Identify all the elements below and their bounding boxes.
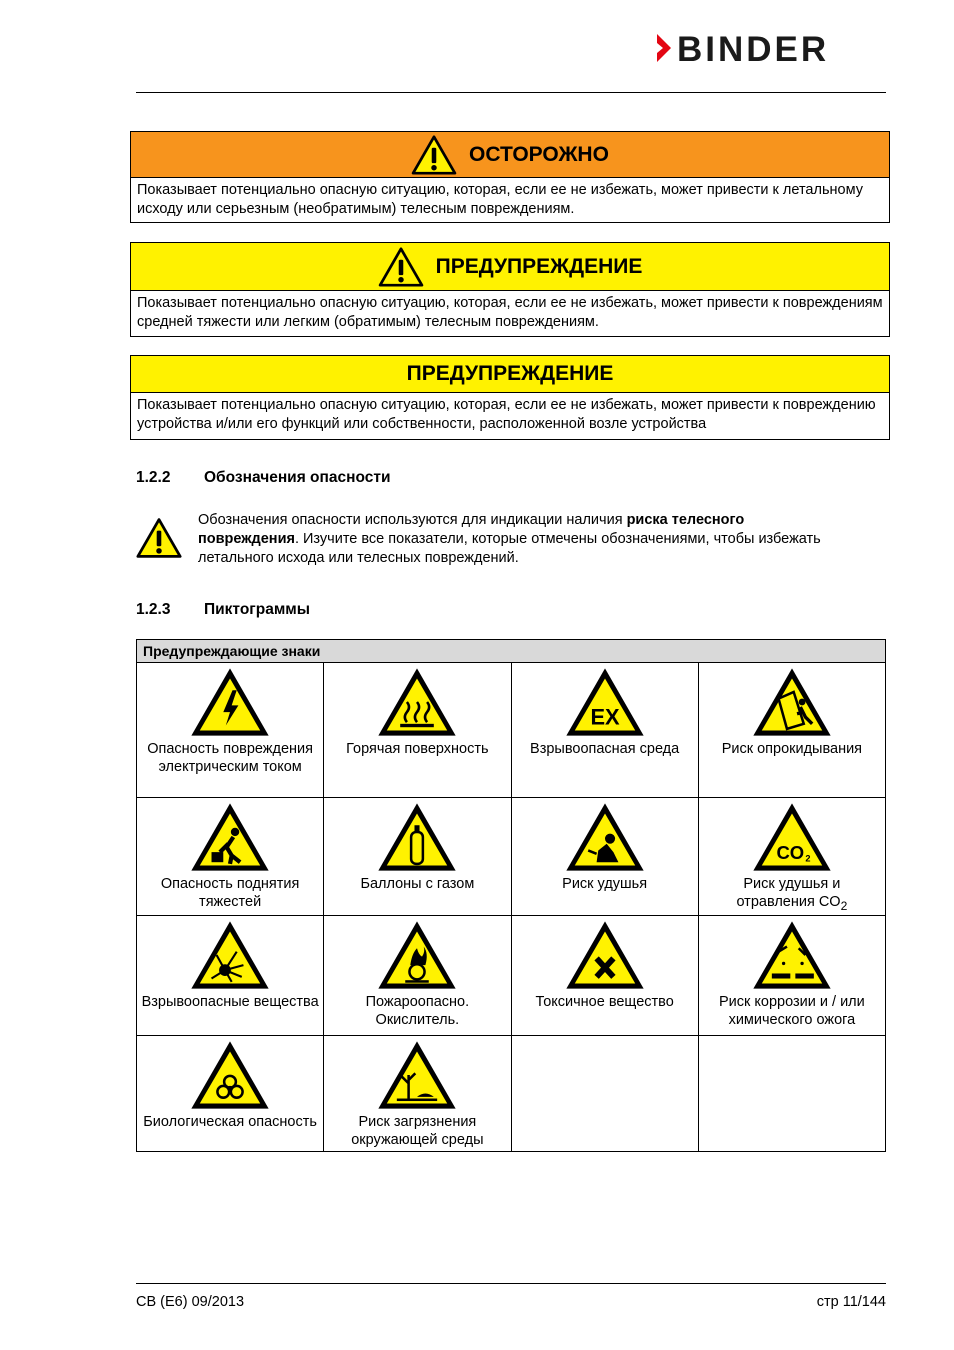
explosive-substances-icon [188,918,272,992]
pictogram-cell: Риск загрязнения окружающей среды [324,1035,511,1151]
warning-signs-table [136,639,886,1152]
section-heading-1-2-3: 1.2.3 Пиктограммы [136,601,310,618]
pictogram-cell: Взрывоопасные вещества [137,915,324,1035]
svg-text:EX: EX [590,704,620,730]
pictogram-cell: Биологическая опасность [137,1035,324,1151]
table-header: Предупреждающие знаки [137,640,886,663]
pictogram-cell: Риск коррозии и / или химического ожога [698,915,885,1035]
pictogram-cell: Опасность поднятия тяжестей [137,798,324,916]
empty-cell [698,1035,885,1151]
section-heading-1-2-2: 1.2.2 Обозначения опасности [136,469,391,486]
pictogram-cell: Пожароопасно. Окислитель. [324,915,511,1035]
empty-cell [511,1035,698,1151]
environment-icon [375,1038,459,1112]
pictogram-cell: Баллоны с газом [324,798,511,916]
svg-text:BINDER: BINDER [677,30,830,66]
toxic-icon [563,918,647,992]
oxidizer-icon [375,918,459,992]
notice-box [130,355,890,440]
warning-text: Показывает потенциально опасную ситуацию, которая, если ее не избежать, может привести к повреждениям средней тяжести или легким (обратимым) телесным повреждениям. [137,295,883,330]
pictogram-cell: Токсичное вещество [511,915,698,1035]
binder-logo [655,30,887,66]
svg-text:CO: CO [776,841,805,863]
warning-triangle-icon [411,135,457,175]
hot-surface-icon [375,665,459,739]
notice-text: Показывает потенциально опасную ситуацию, которая, если ее не избежать, может привести к повреждению устройства и/или его функций или собственности, расположенной возле устройства [137,397,876,432]
explosive-atmosphere-icon [563,665,647,739]
notice-title: ПРЕДУПРЕЖДЕНИЕ [406,362,614,385]
warning-triangle-icon [378,247,424,287]
pictogram-cell: EX Взрывоопасная среда [511,663,698,798]
pictogram-cell: Риск опрокидывания [698,663,885,798]
document-code: CB (E6) 09/2013 [136,1294,245,1310]
caution-text: Показывает потенциально опасную ситуацию, которая, если ее не избежать, может привести к летальному исходу или серьезным (необратимым) телесным повреждениям. [137,182,863,217]
page-number: стр 11/144 [816,1294,886,1310]
caution-title: ОСТОРОЖНО [469,142,609,166]
biohazard-icon [188,1038,272,1112]
pictogram-cell: CO 2 Риск удушья и отравления $CO_2$ [698,798,885,916]
footer-divider [136,1283,886,1284]
warning-title: ПРЕДУПРЕЖДЕНИЕ [435,254,643,278]
header-divider [136,92,886,93]
suffocation-icon [563,800,647,874]
electric-shock-icon [188,665,272,739]
pictogram-cell: Риск удушья [511,798,698,916]
gas-cylinder-icon [375,800,459,874]
svg-text:2: 2 [805,853,811,864]
warning-box [130,242,890,337]
corrosion-icon [750,918,834,992]
co2-icon [750,800,834,874]
pictogram-cell: Горячая поверхность [324,663,511,798]
hazard-symbols-description: Обозначения опасности используются для индикации наличия риска телесного повреждения. Изучите все показатели, которые отмечены обозначениями, чтобы избежать летального исхода или телесных повреждений. [198,512,821,566]
caution-box [130,131,890,223]
tipping-risk-icon [750,665,834,739]
warning-triangle-icon [136,517,182,559]
heavy-lifting-icon [188,800,272,874]
pictogram-cell: Опасность повреждения электрическим током [137,663,324,798]
